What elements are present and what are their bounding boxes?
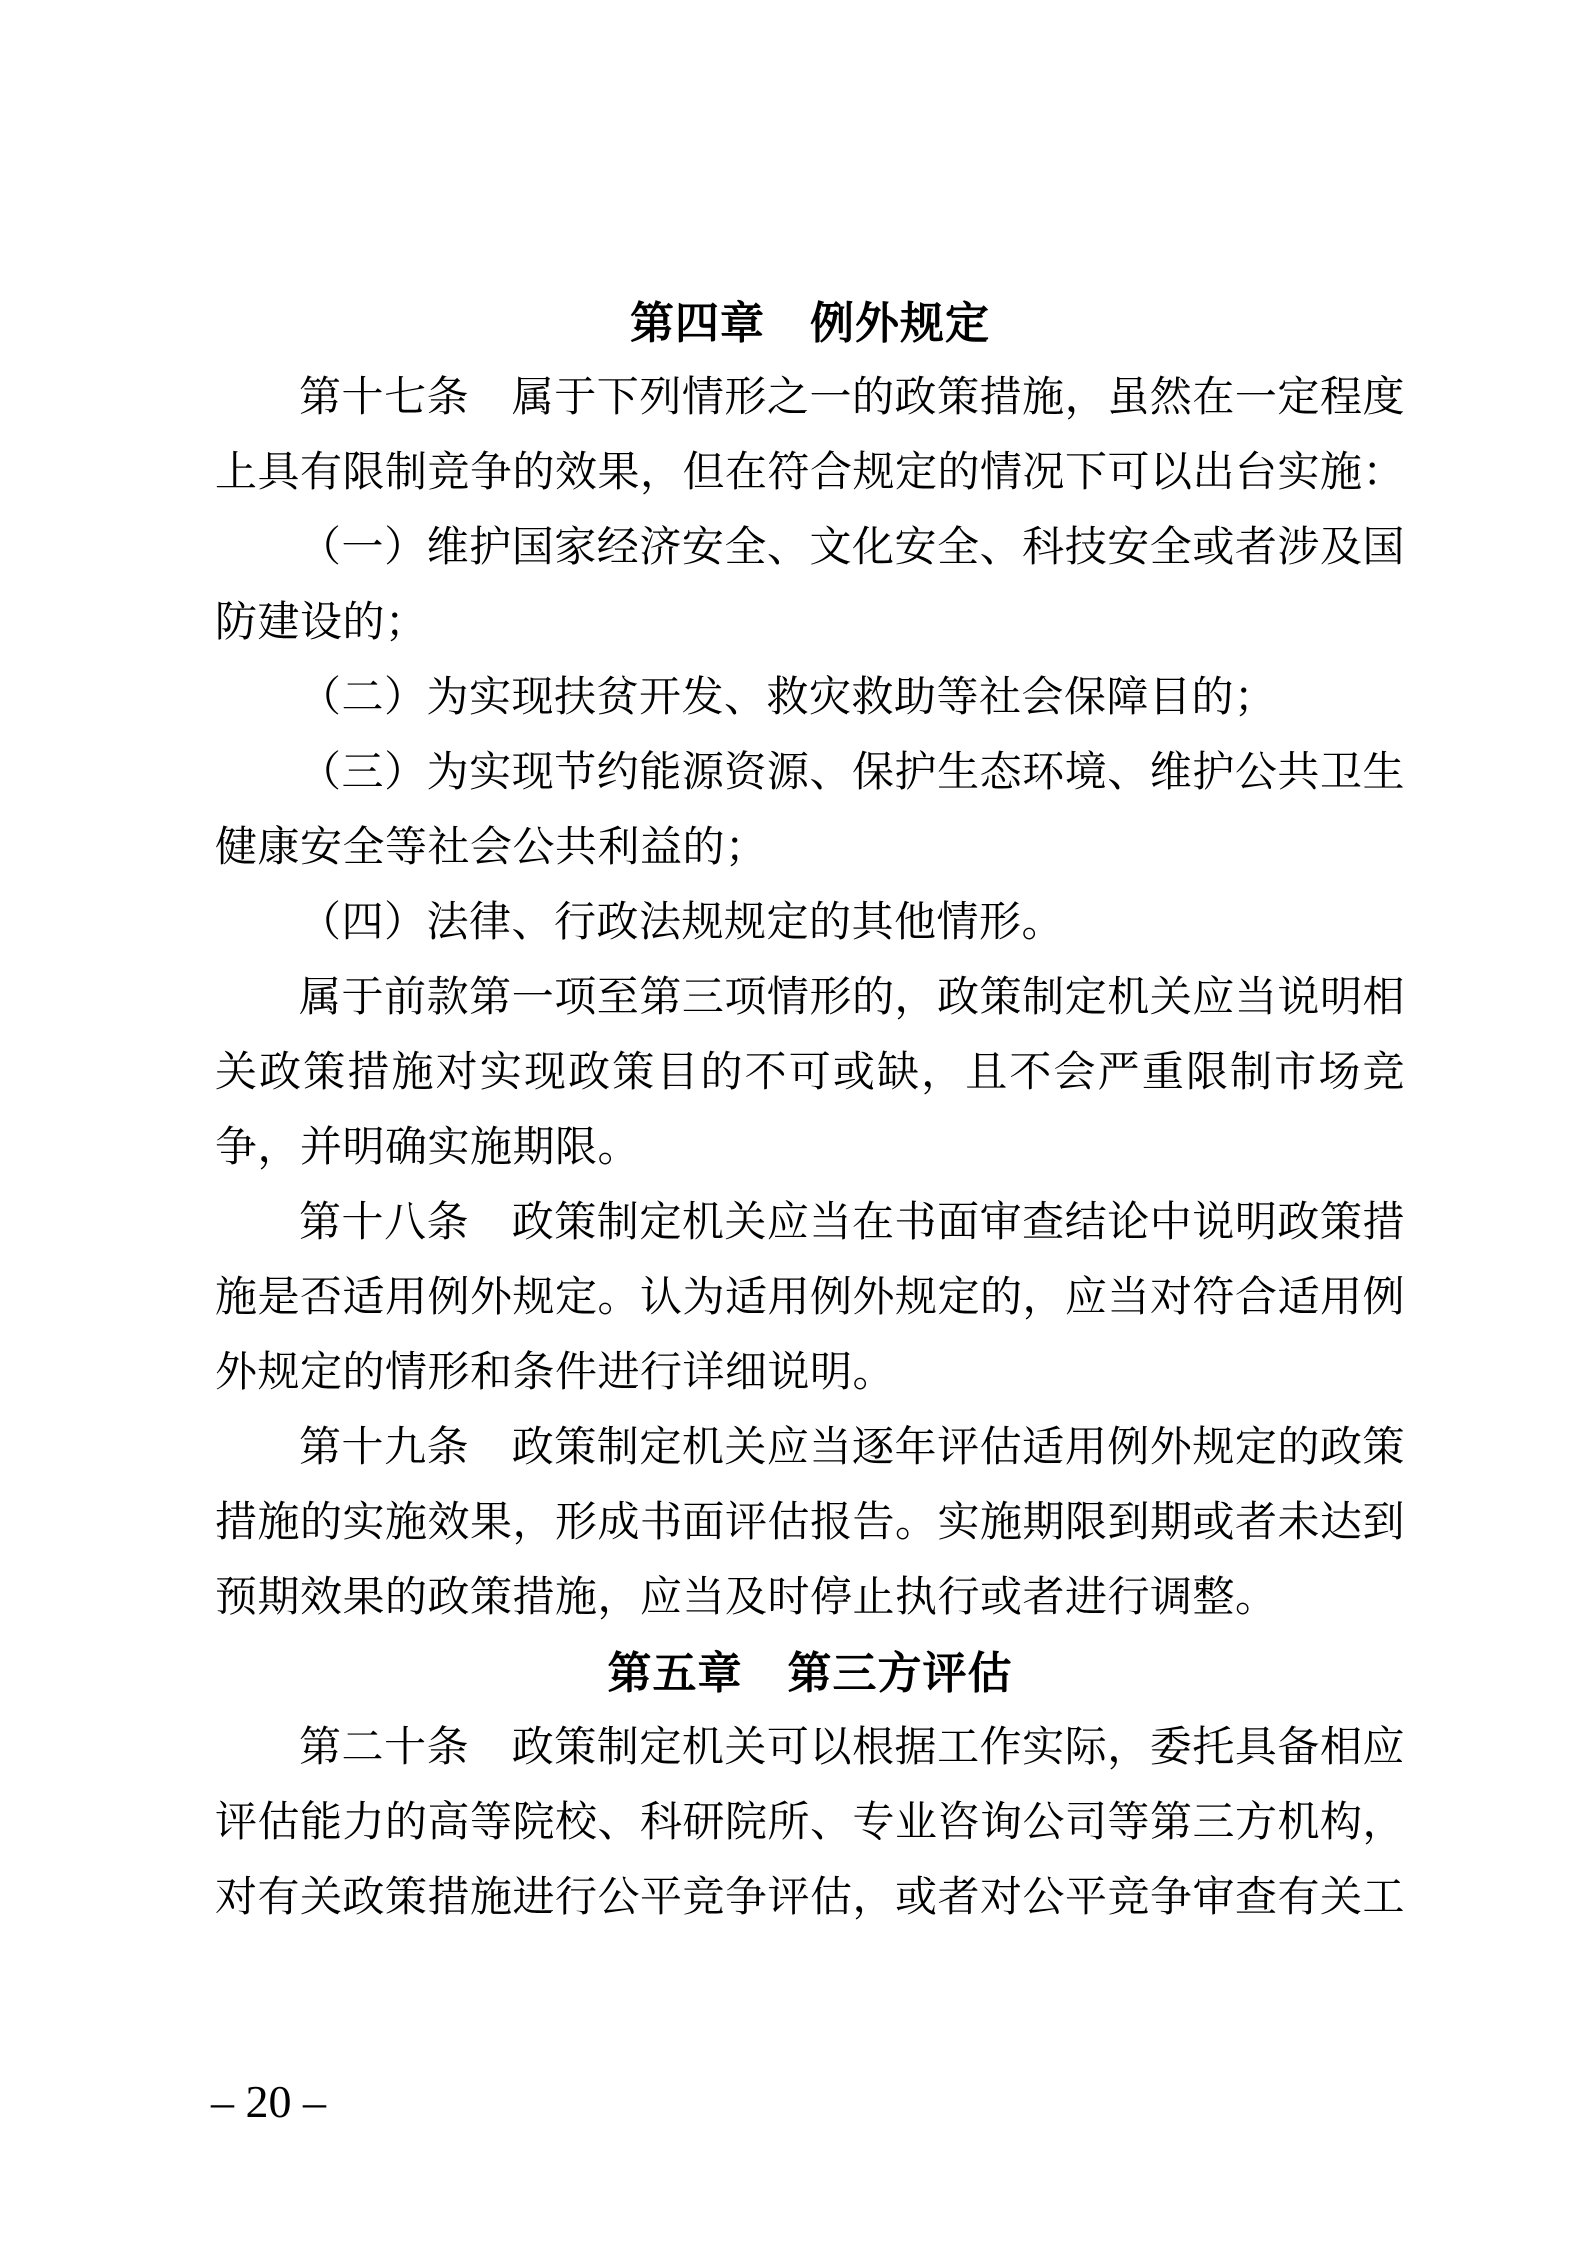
chapter-5-third-party-evaluation [215, 1636, 1405, 1936]
text-line: 第十九条 政策制定机关应当逐年评估适用例外规定的政策 [299, 1425, 1405, 1471]
text-line: 第二十条 政策制定机关可以根据工作实际，委托具备相应 [299, 1725, 1405, 1771]
text-line: 外规定的情形和条件进行详细说明。 [215, 1350, 896, 1396]
text-line: （四）法律、行政法规规定的其他情形。 [299, 900, 1065, 946]
text-line: 施是否适用例外规定。认为适用例外规定的，应当对符合适用例 [215, 1275, 1406, 1321]
text-line: 第十七条 属于下列情形之一的政策措施，虽然在一定程度 [299, 375, 1405, 421]
text-line: 健康安全等社会公共利益的； [215, 825, 768, 871]
text-line: （二）为实现扶贫开发、救灾救助等社会保障目的； [299, 675, 1277, 721]
text-line: （三）为实现节约能源资源、保护生态环境、维护公共卫生 [299, 750, 1405, 796]
text-line: 对有关政策措施进行公平竞争评估，或者对公平竞争审查有关工 [215, 1875, 1406, 1921]
text-line: 措施的实施效果，形成书面评估报告。实施期限到期或者未达到 [215, 1500, 1406, 1546]
document-body [215, 286, 1405, 1936]
text-line: （一）维护国家经济安全、文化安全、科技安全或者涉及国 [299, 525, 1405, 571]
text-line: 争，并明确实施期限。 [215, 1125, 641, 1171]
text-line: 预期效果的政策措施，应当及时停止执行或者进行调整。 [215, 1575, 1278, 1621]
text-line: 关政策措施对实现政策目的不可或缺，且不会严重限制市场竞 [215, 1050, 1405, 1096]
text-line: 防建设的； [215, 600, 428, 646]
text-line: 属于前款第一项至第三项情形的，政策制定机关应当说明相 [299, 975, 1405, 1021]
chapter-5-heading: 第五章 第三方评估 [607, 1649, 1013, 1698]
chapter-4-exceptions [215, 286, 1405, 1636]
text-line: 第十八条 政策制定机关应当在书面审查结论中说明政策措 [299, 1200, 1405, 1246]
text-line: 评估能力的高等院校、科研院所、专业咨询公司等第三方机构， [215, 1800, 1406, 1846]
page-number: – 20 – [211, 2076, 326, 2127]
chapter-4-heading: 第四章 例外规定 [630, 299, 990, 348]
text-line: 上具有限制竞争的效果，但在符合规定的情况下可以出台实施： [215, 450, 1406, 496]
